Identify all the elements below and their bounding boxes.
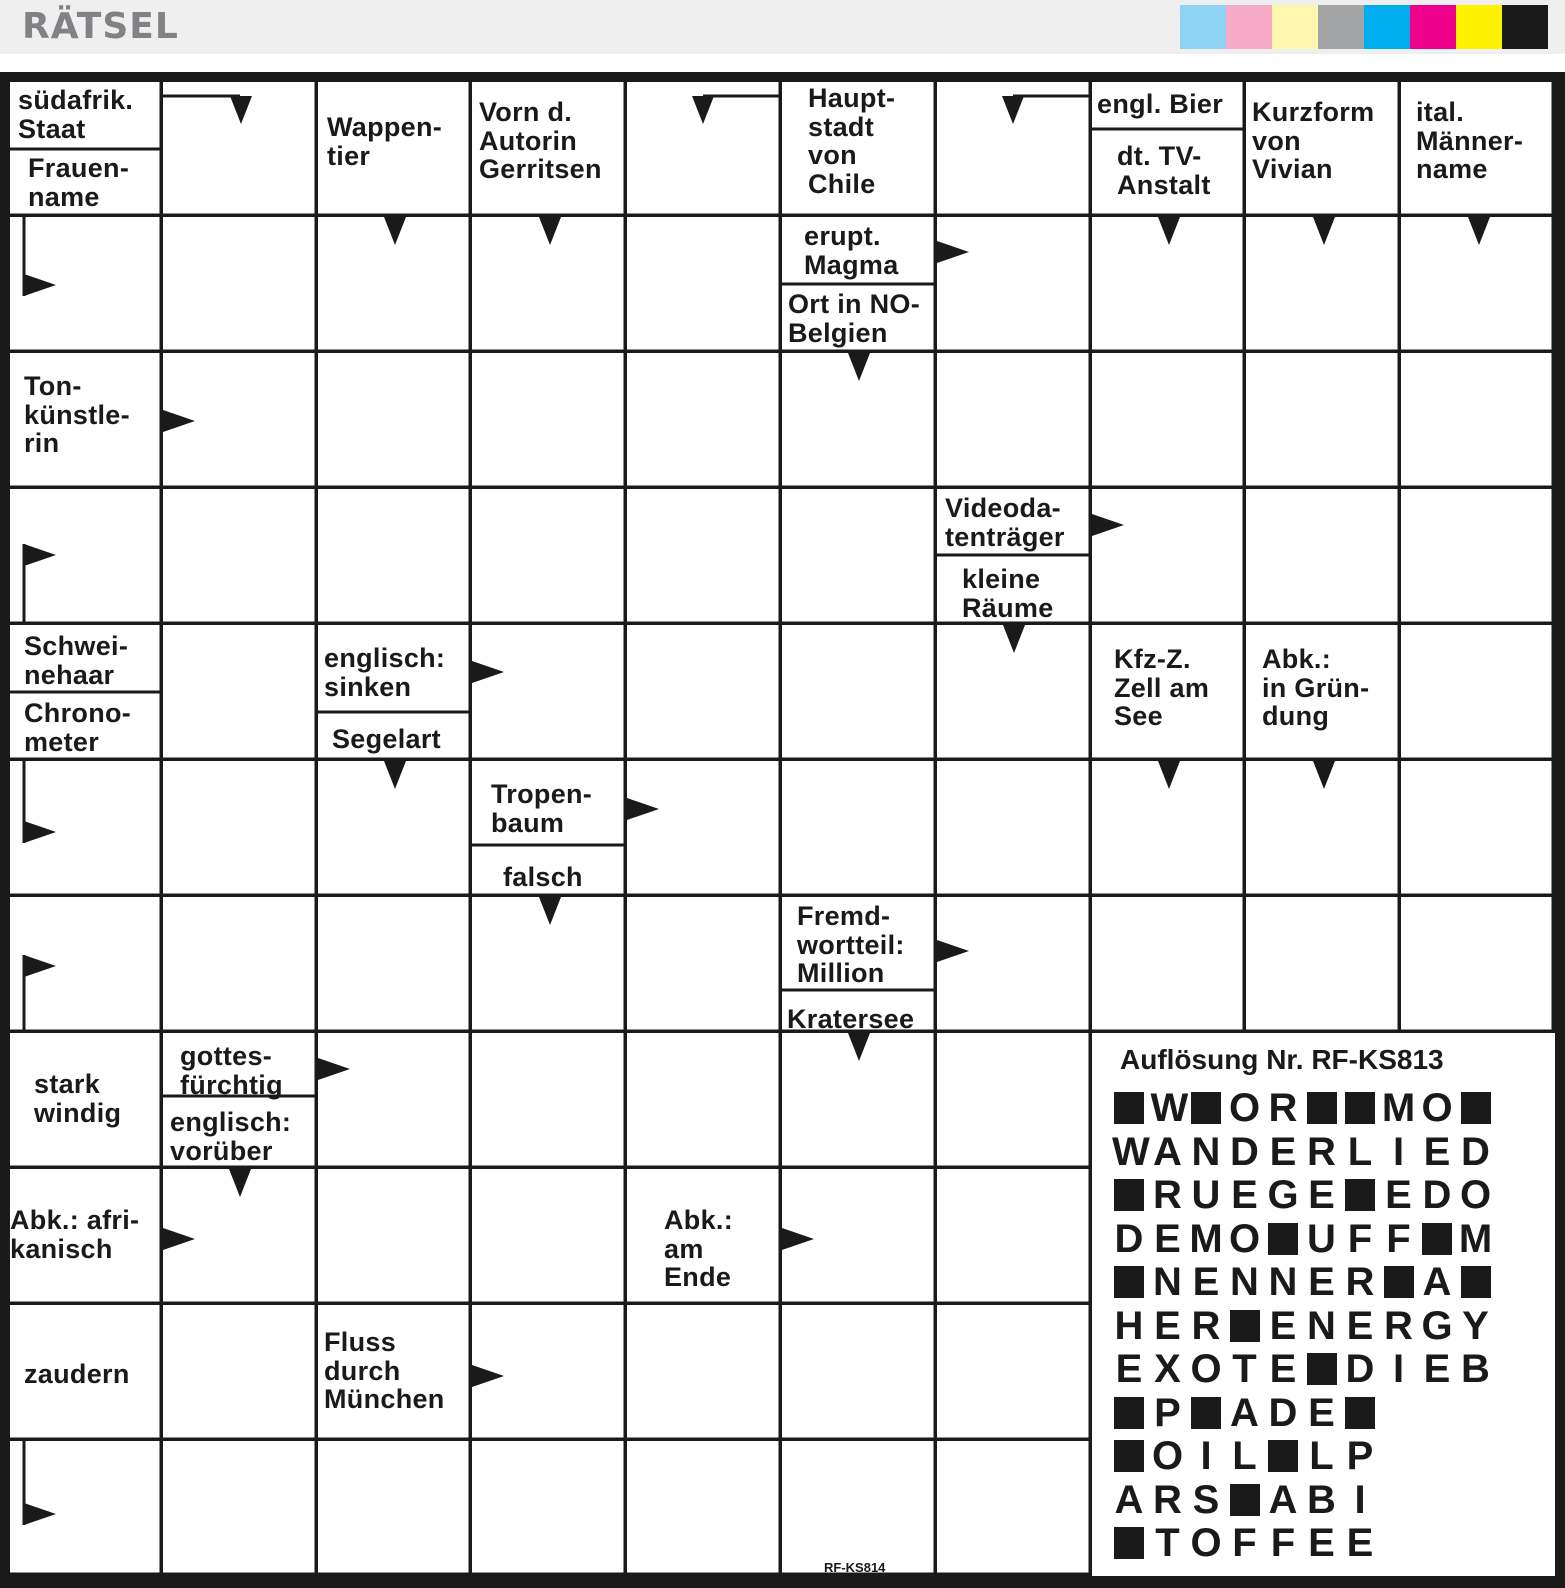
clue-text: Fluss durch München — [324, 1327, 445, 1415]
grid-cell — [472, 353, 624, 486]
block-square — [1114, 1092, 1144, 1124]
solution-letter: L — [1309, 1434, 1334, 1478]
clue-text: Haupt- stadt von Chile — [808, 83, 896, 199]
solution-letter: D — [1230, 1129, 1259, 1174]
block-square — [1307, 1353, 1337, 1385]
clue-text: englisch: sinken — [324, 643, 446, 702]
block-square — [1114, 1527, 1144, 1559]
clue-text: Schwei- nehaar — [24, 631, 129, 690]
grid-cell — [163, 761, 315, 894]
grid-cell — [1246, 353, 1398, 486]
clue-text: Tropen- baum — [491, 779, 593, 838]
solution-block — [1189, 1088, 1223, 1128]
grid-cell — [472, 1441, 624, 1573]
solution-letter: S — [1192, 1477, 1220, 1522]
solution-letter: E — [1308, 1260, 1335, 1304]
clue-text: Abk.: in Grün- dung — [1262, 644, 1370, 732]
solution-letter: A — [1422, 1260, 1452, 1304]
solution-letter: N — [1230, 1260, 1259, 1304]
solution-block — [1305, 1349, 1339, 1389]
block-square — [1384, 1266, 1414, 1298]
solution-letter: E — [1346, 1303, 1374, 1348]
grid-cell — [318, 897, 469, 1030]
solution-letter: E — [1192, 1260, 1220, 1304]
solution-letter: W — [1112, 1129, 1150, 1174]
solution-letter: I — [1200, 1434, 1212, 1478]
solution-letter: E — [1269, 1303, 1297, 1348]
clue-text: zaudern — [24, 1359, 130, 1389]
block-square — [1461, 1266, 1491, 1298]
solution-letter: M — [1381, 1086, 1416, 1130]
solution-letter: R — [1153, 1173, 1182, 1217]
solution-letter: T — [1155, 1521, 1180, 1565]
solution-block — [1112, 1523, 1146, 1563]
solution-letter: U — [1191, 1173, 1221, 1217]
solution-letter: A — [1114, 1477, 1144, 1522]
clue-text: Vorn d. Autorin Gerritsen — [479, 97, 602, 185]
solution-block — [1343, 1175, 1377, 1215]
block-square — [1307, 1092, 1337, 1124]
solution-letter: D — [1345, 1347, 1375, 1391]
solution-letter: B — [1307, 1477, 1336, 1522]
clue-text: falsch — [503, 862, 583, 892]
grid-cell — [472, 489, 624, 622]
solution-letter: F — [1270, 1521, 1296, 1565]
solution-letter: D — [1461, 1129, 1490, 1174]
solution-block — [1112, 1393, 1146, 1433]
grid-cell — [163, 897, 315, 1030]
grid-cell — [627, 625, 779, 758]
solution-letter: G — [1267, 1173, 1299, 1217]
grid-cell — [163, 625, 315, 758]
solution-block — [1228, 1480, 1262, 1520]
solution-letter: I — [1354, 1477, 1366, 1522]
solution-letter: R — [1153, 1477, 1182, 1522]
grid-cell — [1401, 489, 1552, 622]
solution-block — [1459, 1088, 1493, 1128]
solution-letter: R — [1345, 1260, 1375, 1304]
solution-letter: N — [1191, 1129, 1221, 1174]
solution-letter: P — [1154, 1390, 1181, 1435]
grid-cell — [937, 217, 1089, 350]
solution-letter: D — [1268, 1390, 1298, 1435]
block-square — [1345, 1397, 1375, 1429]
grid-cell — [937, 1169, 1089, 1302]
grid-cell — [472, 625, 624, 758]
clue-text: ital. Männer- name — [1416, 97, 1524, 185]
grid-cell — [318, 489, 469, 622]
grid-cell — [627, 489, 779, 622]
solution-letter: E — [1231, 1173, 1258, 1217]
solution-letter: E — [1308, 1390, 1335, 1435]
solution-letter: P — [1346, 1434, 1374, 1478]
grid-cell — [782, 1169, 934, 1302]
clue-text: engl. Bier — [1097, 89, 1224, 119]
block-square — [1191, 1397, 1221, 1429]
solution-letter: E — [1115, 1347, 1143, 1391]
grid-cell — [782, 1305, 934, 1438]
grid-cell — [472, 1305, 624, 1438]
clue-text: Ort in NO- Belgien — [788, 289, 920, 348]
block-square — [1114, 1440, 1144, 1472]
block-square — [1114, 1266, 1144, 1298]
solution-letter: I — [1392, 1129, 1405, 1174]
block-square — [1191, 1092, 1221, 1124]
block-square — [1345, 1092, 1375, 1124]
grid-cell — [937, 1033, 1089, 1166]
solution-block — [1343, 1393, 1377, 1433]
grid-cell — [627, 761, 779, 894]
solution-letter: E — [1154, 1303, 1181, 1348]
solution-letter: O — [1459, 1173, 1492, 1217]
solution-letter: O — [1190, 1521, 1222, 1565]
solution-block — [1343, 1088, 1377, 1128]
solution-letter: F — [1386, 1216, 1411, 1261]
clue-text: Fremd- wortteil: Million — [797, 901, 905, 989]
grid-cell — [782, 489, 934, 622]
clue-text: Kfz-Z. Zell am See — [1114, 644, 1210, 732]
grid-cell — [627, 353, 779, 486]
grid-cell — [937, 1441, 1089, 1573]
clue-text: Frauen- name — [28, 153, 130, 212]
solution-letter: N — [1153, 1260, 1182, 1304]
grid-cell — [627, 1305, 779, 1438]
grid-cell — [1092, 897, 1243, 1030]
solution-letter: E — [1346, 1521, 1374, 1565]
solution-letter: E — [1423, 1347, 1451, 1391]
solution-block — [1112, 1436, 1146, 1476]
solution-letter: E — [1269, 1129, 1297, 1174]
solution-letter: E — [1308, 1173, 1335, 1217]
solution-letter: O — [1151, 1434, 1184, 1478]
solution-letter: T — [1232, 1347, 1257, 1391]
solution-block — [1305, 1088, 1339, 1128]
clue-text: erupt. Magma — [804, 221, 899, 280]
clue-text: südafrik. Staat — [18, 85, 134, 144]
clue-text: Segelart — [332, 724, 441, 754]
grid-cell — [782, 1441, 934, 1573]
solution-block — [1266, 1436, 1300, 1476]
solution-block — [1228, 1306, 1262, 1346]
clue-text: Abk.: am Ende — [664, 1205, 733, 1293]
solution-letter: O — [1228, 1086, 1261, 1130]
grid-cell — [627, 217, 779, 350]
solution-letter: E — [1308, 1521, 1335, 1565]
grid-cell — [472, 1169, 624, 1302]
block-square — [1345, 1179, 1375, 1211]
solution-letter: E — [1423, 1129, 1451, 1174]
grid-cell — [472, 1033, 624, 1166]
solution-letter: N — [1307, 1303, 1336, 1348]
grid-cell — [627, 1441, 779, 1573]
grid-cell — [627, 1033, 779, 1166]
solution-letter: M — [1458, 1216, 1493, 1261]
clue-text: Chrono- meter — [24, 698, 132, 757]
solution-letter: D — [1422, 1173, 1452, 1217]
clue-text: Ton- künstle- rin — [24, 371, 130, 459]
solution-letter: Y — [1462, 1303, 1489, 1348]
grid-cell — [1246, 489, 1398, 622]
grid-cell — [782, 761, 934, 894]
solution-letter: F — [1232, 1521, 1257, 1565]
grid-cell — [937, 353, 1089, 486]
grid-cell — [937, 897, 1089, 1030]
solution-letter: R — [1191, 1303, 1221, 1348]
page-title: RÄTSEL — [22, 6, 179, 47]
grid-cell — [1401, 625, 1552, 758]
solution-letter: E — [1269, 1347, 1297, 1391]
block-square — [1422, 1223, 1452, 1255]
solution-letter: O — [1421, 1086, 1453, 1130]
clue-text: stark windig — [34, 1069, 122, 1128]
solution-letter: I — [1392, 1347, 1405, 1391]
solution-block — [1112, 1088, 1146, 1128]
solution-letter: A — [1153, 1129, 1182, 1174]
solution-title: Auflösung Nr. RF-KS813 — [1120, 1044, 1444, 1075]
grid-cell — [318, 353, 469, 486]
solution-letter: U — [1307, 1216, 1336, 1261]
block-square — [1114, 1397, 1144, 1429]
grid-cell — [1246, 897, 1398, 1030]
block-square — [1114, 1179, 1144, 1211]
solution-letter: R — [1307, 1129, 1336, 1174]
clue-text: Kurzform von Vivian — [1252, 97, 1375, 185]
grid-cell — [782, 625, 934, 758]
block-square — [1461, 1092, 1491, 1124]
grid-cell — [163, 217, 315, 350]
grid-cell — [1401, 897, 1552, 1030]
solution-letter: G — [1421, 1303, 1453, 1348]
grid-cell — [163, 1441, 315, 1573]
grid-cell — [1092, 489, 1243, 622]
solution-block — [1459, 1262, 1493, 1302]
grid-cell — [937, 1305, 1089, 1438]
solution-letter: N — [1268, 1260, 1298, 1304]
solution-letter: O — [1228, 1216, 1261, 1261]
solution-block — [1420, 1219, 1454, 1259]
clue-text: gottes- fürchtig — [180, 1041, 283, 1100]
solution-letter: E — [1154, 1216, 1181, 1261]
solution-letter: R — [1384, 1303, 1413, 1348]
grid-cell — [627, 897, 779, 1030]
grid-cell — [318, 1441, 469, 1573]
solution-letter: L — [1232, 1434, 1257, 1478]
solution-letter: O — [1190, 1347, 1222, 1391]
solution-letter: X — [1154, 1347, 1181, 1391]
solution-block — [1189, 1393, 1223, 1433]
solution-letter: R — [1268, 1086, 1298, 1130]
block-square — [1268, 1440, 1298, 1472]
grid-cell — [1092, 353, 1243, 486]
puzzle-code: RF-KS814 — [824, 1560, 886, 1575]
solution-letter: L — [1347, 1129, 1373, 1174]
clue-text: kleine Räume — [962, 564, 1054, 623]
clue-text: dt. TV- Anstalt — [1117, 141, 1211, 200]
solution-block — [1112, 1175, 1146, 1215]
grid-cell — [163, 1305, 315, 1438]
solution-letter: F — [1347, 1216, 1373, 1261]
clue-text: Wappen- tier — [327, 112, 443, 171]
solution-letter: E — [1385, 1173, 1412, 1217]
grid-cell — [318, 1169, 469, 1302]
grid-cell — [318, 1033, 469, 1166]
solution-letter: A — [1268, 1477, 1298, 1522]
clue-text: Videoda- tenträger — [945, 493, 1065, 552]
block-square — [1268, 1223, 1298, 1255]
solution-letter: A — [1230, 1390, 1259, 1435]
block-square — [1230, 1310, 1260, 1342]
solution-letter: D — [1114, 1216, 1144, 1261]
solution-block — [1382, 1262, 1416, 1302]
solution-block — [1266, 1219, 1300, 1259]
solution-letter: W — [1150, 1086, 1189, 1130]
block-square — [1230, 1484, 1260, 1516]
solution-block — [1112, 1262, 1146, 1302]
solution-letter: B — [1461, 1347, 1490, 1391]
clue-text: englisch: vorüber — [170, 1107, 292, 1166]
grid-cell — [1401, 761, 1552, 894]
grid-cell — [163, 489, 315, 622]
clue-text: Kratersee — [787, 1004, 915, 1034]
grid-cell — [937, 761, 1089, 894]
grid-cell — [1401, 353, 1552, 486]
solution-letter: M — [1189, 1216, 1223, 1261]
solution-letter: H — [1114, 1303, 1144, 1348]
clue-text: Abk.: afri- kanisch — [10, 1205, 140, 1264]
